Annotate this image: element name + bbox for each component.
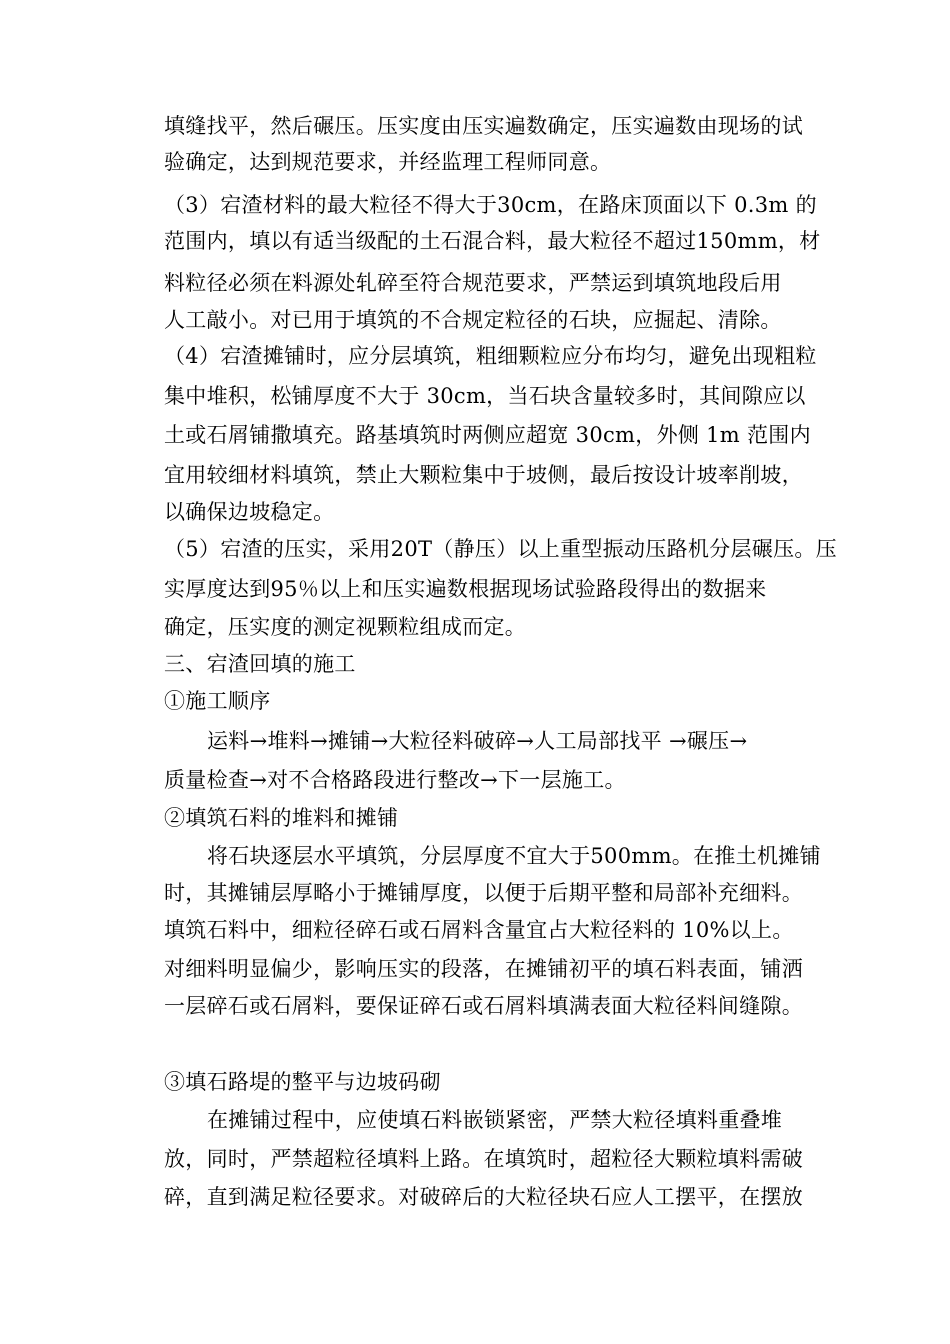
paragraph-line: （4）宕渣摊铺时，应分层填筑，粗细颗粒应分布均匀，避免出现粗粒 <box>164 344 817 368</box>
paragraph-line: 对细料明显偏少，影响压实的段落，在摊铺初平的填石料表面，铺洒 <box>164 957 803 981</box>
paragraph-line: 质量检查→对不合格路段进行整改→下一层施工。 <box>164 768 626 792</box>
paragraph-line: 料粒径必须在料源处轧碎至符合规范要求，严禁运到填筑地段后用 <box>164 271 782 295</box>
paragraph-line: 一层碎石或石屑料，要保证碎石或石屑料填满表面大粒径料间缝隙。 <box>164 994 803 1018</box>
paragraph-line: 以确保边坡稳定。 <box>164 500 335 524</box>
paragraph-line: 宜用较细材料填筑，禁止大颗粒集中于坡侧，最后按设计坡率削坡， <box>164 463 803 487</box>
paragraph-line: 在摊铺过程中，应使填石料嵌锁紧密，严禁大粒径填料重叠堆 <box>207 1108 783 1132</box>
subsection-heading: ③填石路堤的整平与边坡码砌 <box>164 1070 441 1094</box>
section-heading: 三、宕渣回填的施工 <box>164 652 356 676</box>
paragraph-line: 实厚度达到95％以上和压实遍数根据现场试验路段得出的数据来 <box>164 577 767 601</box>
paragraph-line: 土或石屑铺撒填充。路基填筑时两侧应超宽 30cm，外侧 1m 范围内 <box>164 423 811 447</box>
paragraph-line: 碎，直到满足粒径要求。对破碎后的大粒径块石应人工摆平，在摆放 <box>164 1185 803 1209</box>
paragraph-line: 时，其摊铺层厚略小于摊铺厚度，以便于后期平整和局部补充细料。 <box>164 881 803 905</box>
paragraph-line: 验确定，达到规范要求，并经监理工程师同意。 <box>164 150 612 174</box>
paragraph-line: 人工敲小。对已用于填筑的不合规定粒径的石块，应掘起、清除。 <box>164 308 782 332</box>
paragraph-line: 放，同时，严禁超粒径填料上路。在填筑时，超粒径大颗粒填料需破 <box>164 1147 803 1171</box>
paragraph-line: 填缝找平，然后碾压。压实度由压实遍数确定，压实遍数由现场的试 <box>164 114 803 138</box>
paragraph-line: 确定，压实度的测定视颗粒组成而定。 <box>164 615 527 639</box>
paragraph-line: （5）宕渣的压实，采用20T（静压）以上重型振动压路机分层碾压。压 <box>164 537 837 561</box>
paragraph-line: 运料→堆料→摊铺→大粒径料破碎→人工局部找平 →碾压→ <box>207 729 748 753</box>
paragraph-line: （3）宕渣材料的最大粒径不得大于30cm，在路床顶面以下 0.3m 的 <box>164 193 817 217</box>
subsection-heading: ①施工顺序 <box>164 689 271 713</box>
paragraph-line: 填筑石料中，细粒径碎石或石屑料含量宜占大粒径料的 10%以上。 <box>164 918 794 942</box>
paragraph-line: 将石块逐层水平填筑，分层厚度不宜大于500mm。在推土机摊铺 <box>207 844 821 868</box>
subsection-heading: ②填筑石料的堆料和摊铺 <box>164 806 399 830</box>
paragraph-line: 范围内，填以有适当级配的土石混合料，最大粒径不超过150mm，材 <box>164 229 821 253</box>
paragraph-line: 集中堆积，松铺厚度不大于 30cm，当石块含量较多时，其间隙应以 <box>164 384 806 408</box>
